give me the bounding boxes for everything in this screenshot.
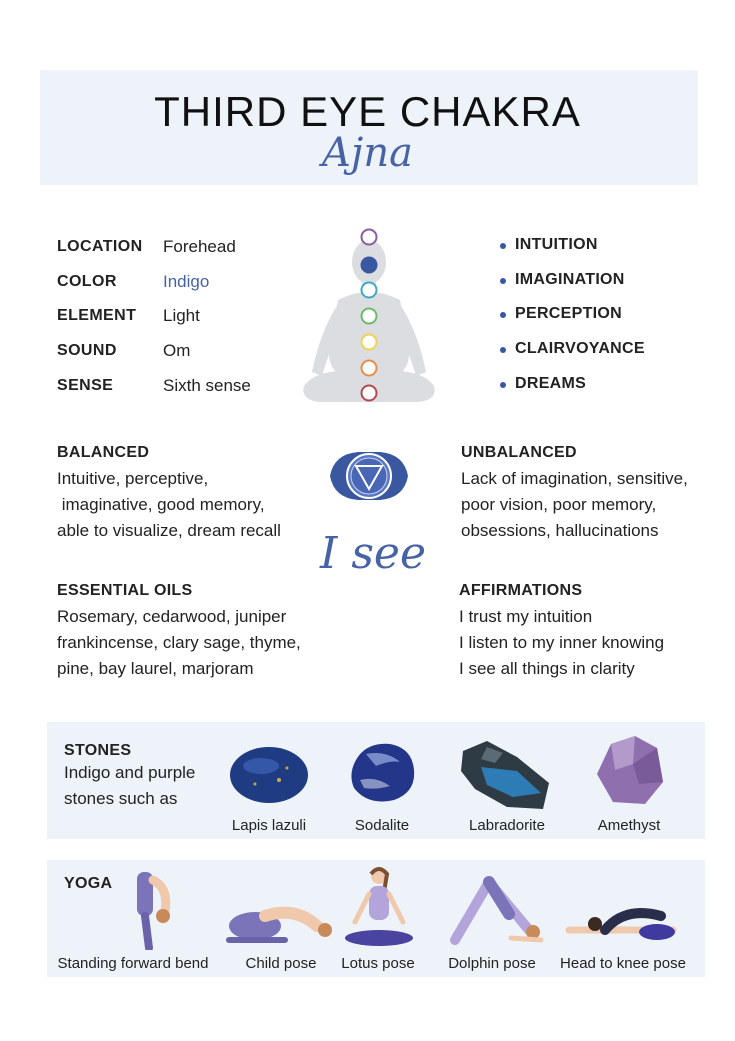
standing-forward-bend-pose-icon <box>125 870 185 950</box>
stone-label: Sodalite <box>354 817 410 834</box>
yoga-label: Dolphin pose <box>448 955 536 972</box>
affirmations-title: AFFIRMATIONS <box>459 582 583 599</box>
attribute-label: COLOR <box>57 273 117 290</box>
bullet-icon <box>500 347 506 353</box>
unbalanced-line: obsessions, hallucinations <box>461 521 659 540</box>
affirmation-line: I see all things in clarity <box>459 659 635 678</box>
heart-chakra-icon <box>362 309 377 324</box>
balanced-line: able to visualize, dream recall <box>57 521 281 540</box>
attribute-value: Sixth sense <box>163 376 251 395</box>
child-pose-icon <box>225 898 337 944</box>
quality-label: DREAMS <box>515 375 587 392</box>
lapis-lazuli-stone-icon <box>227 744 311 806</box>
amethyst-stone-icon <box>593 734 665 808</box>
balanced-line: imaginative, good memory, <box>57 495 265 514</box>
quality-label: CLAIRVOYANCE <box>515 340 645 357</box>
stone-label: Lapis lazuli <box>231 817 307 834</box>
essential-oils-line: pine, bay laurel, marjoram <box>57 659 254 678</box>
root-chakra-icon <box>362 386 377 401</box>
yoga-label: Standing forward bend <box>57 955 209 972</box>
labradorite-stone-icon <box>457 737 553 813</box>
balanced-text <box>57 466 327 544</box>
dolphin-pose-icon <box>449 872 545 946</box>
solar-plexus-chakra-icon <box>362 335 377 350</box>
stone-label: Labradorite <box>469 817 545 834</box>
balanced-line: Intuitive, perceptive, <box>57 469 209 488</box>
affirmations-text <box>459 604 719 682</box>
attribute-label: ELEMENT <box>57 307 137 324</box>
quality-label: PERCEPTION <box>515 305 623 322</box>
list-item <box>498 340 718 362</box>
yoga-label: Child pose <box>245 955 317 972</box>
unbalanced-text <box>461 466 731 544</box>
page-subtitle: Ajna <box>322 130 413 176</box>
quality-label: IMAGINATION <box>515 271 625 288</box>
crown-chakra-icon <box>362 230 377 245</box>
stones-description <box>64 760 234 812</box>
head-to-knee-pose-icon <box>565 900 679 942</box>
stones-section <box>47 722 705 839</box>
essential-oils-title: ESSENTIAL OILS <box>57 582 193 599</box>
list-item <box>498 375 718 397</box>
meditating-figure-illustration <box>298 222 440 408</box>
attribute-label: SENSE <box>57 377 114 394</box>
page-title: THIRD EYE CHAKRA <box>154 88 581 135</box>
affirmation-line: I listen to my inner knowing <box>459 633 665 652</box>
yoga-label: Lotus pose <box>341 955 415 972</box>
stone-label: Amethyst <box>597 817 661 834</box>
third-eye-symbol-icon <box>328 448 410 504</box>
sacral-chakra-icon <box>362 361 377 376</box>
bullet-icon <box>500 243 506 249</box>
attribute-value: Forehead <box>163 237 236 256</box>
unbalanced-title: UNBALANCED <box>461 444 577 461</box>
bullet-icon <box>500 278 506 284</box>
unbalanced-line: Lack of imagination, sensitive, <box>461 469 688 488</box>
mantra-text: I see <box>319 528 427 579</box>
sodalite-stone-icon <box>346 740 418 806</box>
essential-oils-line: frankincense, clary sage, thyme, <box>57 633 301 652</box>
attribute-label: LOCATION <box>57 238 143 255</box>
attribute-value: Light <box>163 306 200 325</box>
stones-title: STONES <box>64 742 132 759</box>
stones-desc-line: stones such as <box>64 789 178 808</box>
throat-chakra-icon <box>362 283 377 298</box>
third-eye-chakra-icon <box>361 257 378 274</box>
attribute-label: SOUND <box>57 342 117 359</box>
list-item <box>498 271 718 293</box>
yoga-label: Head to knee pose <box>560 955 686 972</box>
lotus-pose-icon <box>343 864 415 950</box>
bullet-icon <box>500 312 506 318</box>
attribute-value: Om <box>163 341 191 360</box>
quality-label: INTUITION <box>515 236 598 253</box>
bullet-icon <box>500 382 506 388</box>
yoga-section <box>47 860 705 977</box>
list-item <box>498 305 718 327</box>
attribute-value: Indigo <box>163 272 210 291</box>
yoga-title: YOGA <box>64 875 113 892</box>
list-item <box>498 236 718 258</box>
stones-desc-line: Indigo and purple <box>64 763 196 782</box>
balanced-title: BALANCED <box>57 444 150 461</box>
essential-oils-line: Rosemary, cedarwood, juniper <box>57 607 287 626</box>
unbalanced-line: poor vision, poor memory, <box>461 495 657 514</box>
affirmation-line: I trust my intuition <box>459 607 593 626</box>
essential-oils-text <box>57 604 337 682</box>
